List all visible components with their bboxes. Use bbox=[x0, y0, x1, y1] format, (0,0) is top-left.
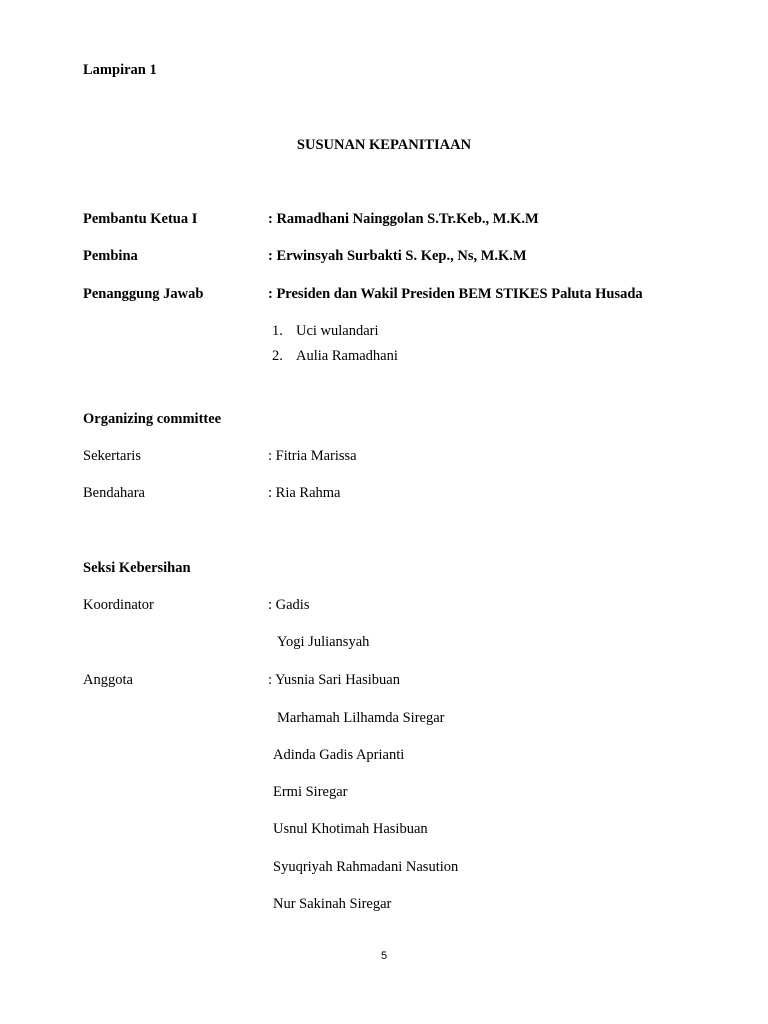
coordinator-name-0: : Gadis bbox=[268, 597, 310, 613]
leader-value-1: : Erwinsyah Surbakti S. Kep., Ns, M.K.M bbox=[268, 248, 527, 264]
cleaning-heading: Seksi Kebersihan bbox=[83, 560, 191, 576]
leader-value-2: : Presiden dan Wakil Presiden BEM STIKES Paluta Husada bbox=[268, 286, 643, 302]
leader-label-0: Pembantu Ketua I bbox=[83, 211, 198, 227]
numbered-item-2-num: 2. bbox=[272, 348, 283, 364]
numbered-item-1-name: Uci wulandari bbox=[296, 323, 379, 339]
member-name: Usnul Khotimah Hasibuan bbox=[273, 821, 428, 837]
secretary-label: Sekertaris bbox=[83, 448, 141, 464]
member-name: Ermi Siregar bbox=[273, 784, 348, 800]
member-name: : Yusnia Sari Hasibuan bbox=[268, 672, 400, 688]
document-title: SUSUNAN KEPANITIAAN bbox=[296, 137, 472, 153]
page-number: 5 bbox=[380, 950, 388, 962]
member-name: Marhamah Lilhamda Siregar bbox=[277, 710, 445, 726]
numbered-item-2-name: Aulia Ramadhani bbox=[296, 348, 398, 364]
numbered-item-1-num: 1. bbox=[272, 323, 283, 339]
member-name: Adinda Gadis Aprianti bbox=[273, 747, 405, 763]
coordinator-label: Koordinator bbox=[83, 597, 154, 613]
treasurer-value: : Ria Rahma bbox=[268, 485, 341, 501]
member-name: Nur Sakinah Siregar bbox=[273, 896, 392, 912]
coordinator-name-1: Yogi Juliansyah bbox=[277, 634, 370, 650]
members-label: Anggota bbox=[83, 672, 133, 688]
secretary-value: : Fitria Marissa bbox=[268, 448, 357, 464]
leader-value-0: : Ramadhani Nainggolan S.Tr.Keb., M.K.M bbox=[268, 211, 539, 227]
leader-label-1: Pembina bbox=[83, 248, 138, 264]
appendix-label: Lampiran 1 bbox=[83, 62, 157, 78]
leader-label-2: Penanggung Jawab bbox=[83, 286, 204, 302]
treasurer-label: Bendahara bbox=[83, 485, 145, 501]
organizing-heading: Organizing committee bbox=[83, 411, 222, 427]
member-name: Syuqriyah Rahmadani Nasution bbox=[273, 859, 459, 875]
